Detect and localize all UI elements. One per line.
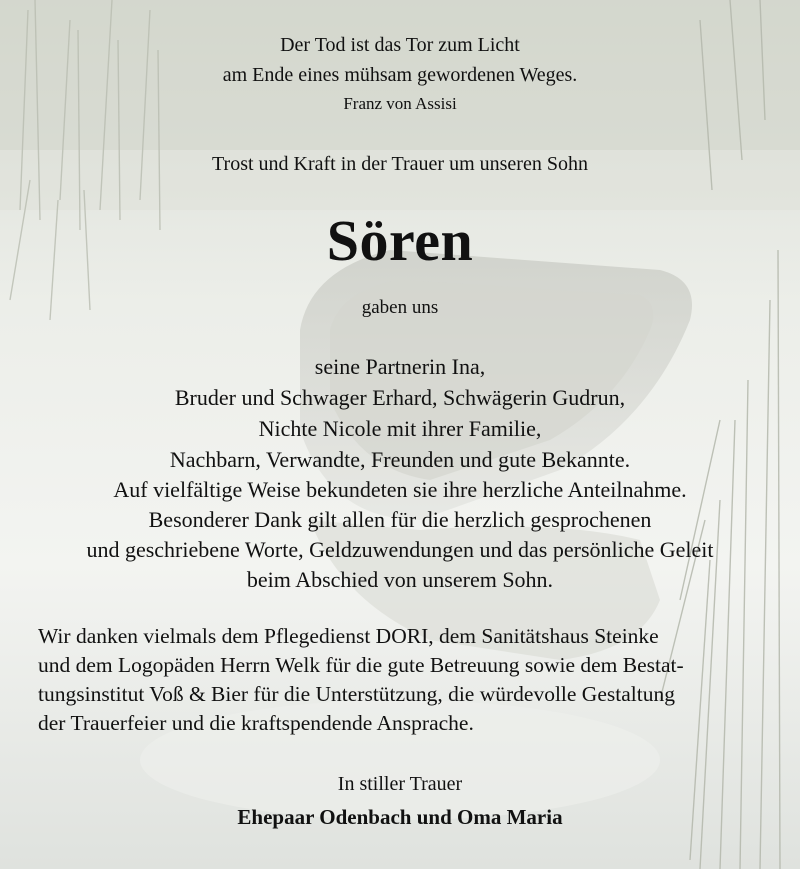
thanks-line: der Trauerfeier und die kraftspendende Ansprache. xyxy=(38,711,474,735)
list-item: Nichte Nicole mit ihrer Familie, xyxy=(258,416,542,441)
deceased-name: Sören xyxy=(326,208,474,273)
thanks-line: tungsinstitut Voß & Bier für die Unterstützung, die würdevolle Gestaltung xyxy=(38,682,675,706)
quote-line-2: am Ende eines mühsam gewordenen Weges. xyxy=(222,64,578,86)
closing-text: In stiller Trauer xyxy=(337,773,463,795)
thanks-paragraph xyxy=(38,622,762,738)
list-item: Besonderer Dank gilt allen für die herzlich gesprochenen xyxy=(148,507,652,532)
list-item: und geschriebene Worte, Geldzuwendungen und das persönliche Geleit xyxy=(86,537,714,562)
gave-us-text: gaben uns xyxy=(361,297,439,318)
thanks-line: und dem Logopäden Herrn Welk für die gute Betreuung sowie dem Bestat- xyxy=(38,653,684,677)
quote-author: Franz von Assisi xyxy=(343,94,457,113)
thanks-line: Wir danken vielmals dem Pflegedienst DORI, dem Sanitätshaus Steinke xyxy=(38,624,659,648)
list-item: Auf vielfältige Weise bekundeten sie ihre herzliche Anteilnahme. xyxy=(113,477,687,502)
list-item: Nachbarn, Verwandte, Freunden und gute Bekannte. xyxy=(169,447,631,472)
intro-text: Trost und Kraft in der Trauer um unseren Sohn xyxy=(212,153,588,175)
signature: Ehepaar Odenbach und Oma Maria xyxy=(237,805,563,829)
quote-line-1: Der Tod ist das Tor zum Licht xyxy=(280,34,520,56)
list-item: Bruder und Schwager Erhard, Schwägerin Gudrun, xyxy=(174,385,626,410)
list-item: seine Partnerin Ina, xyxy=(314,354,486,379)
list-item: beim Abschied von unserem Sohn. xyxy=(246,567,554,592)
